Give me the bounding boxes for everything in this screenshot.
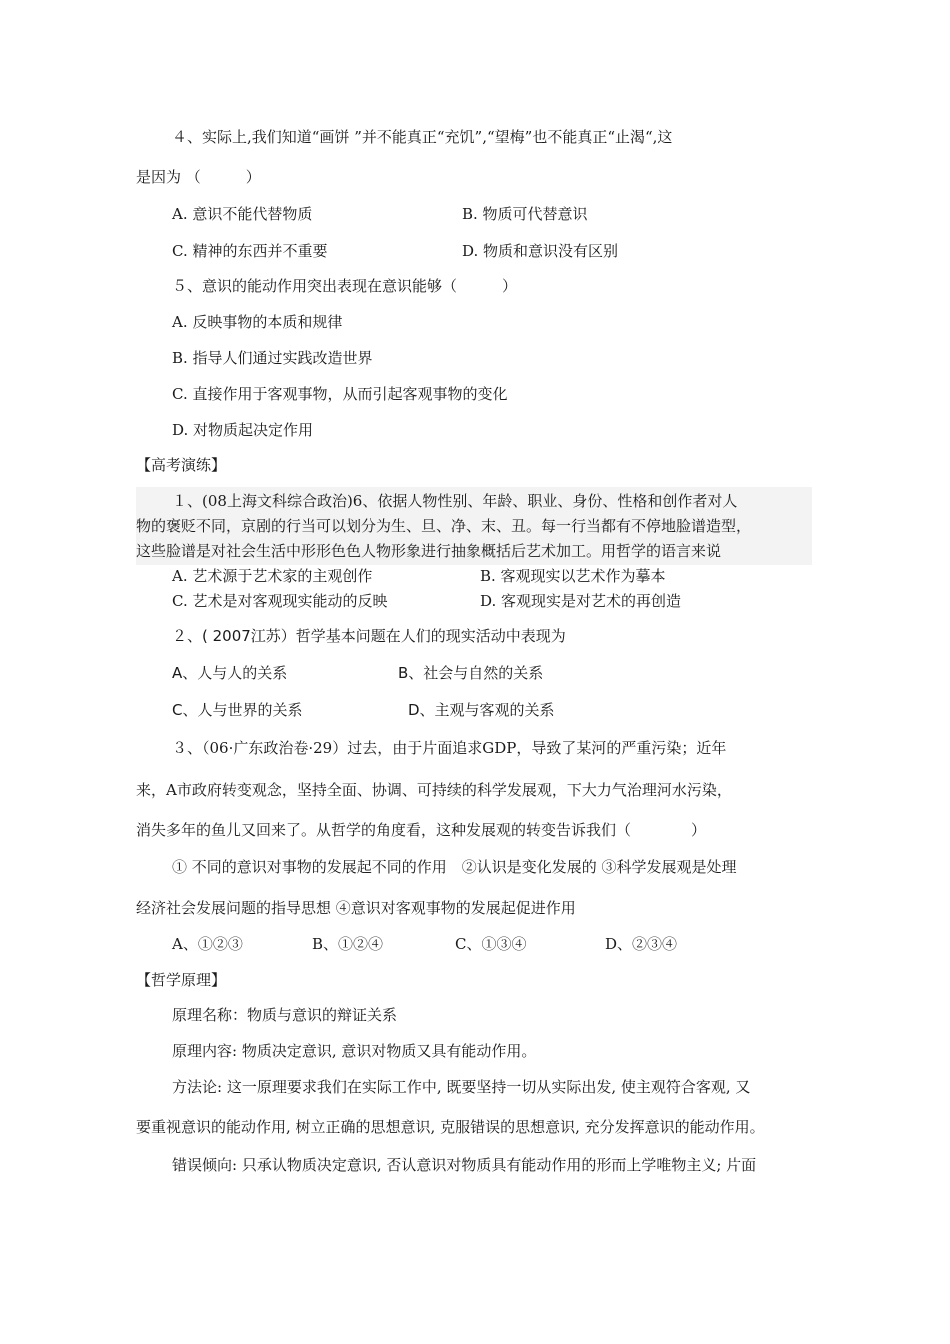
q4-option-d: D. 物质和意识没有区别 xyxy=(462,242,619,260)
q5-option-c: C. 直接作用于客观事物，从而引起客观事物的变化 xyxy=(172,385,508,403)
q4-stem-line2: 是因为 （ ） xyxy=(136,168,261,186)
e1-option-d: D. 客观现实是对艺术的再创造 xyxy=(480,592,682,610)
e1-stem-line1: １、(08上海文科综合政治)6、依据人物性别、年龄、职业、身份、性格和创作者对人 xyxy=(172,492,738,510)
e2-option-d: D、主观与客观的关系 xyxy=(408,701,555,719)
exam-practice-heading: 【高考演练】 xyxy=(136,456,227,474)
e3-stem-line1: ３、（06·广东政治卷·29）过去，由于片面追求GDP，导致了某河的严重污染；近年 xyxy=(172,739,727,757)
q4-option-b: B. 物质可代替意识 xyxy=(462,205,588,223)
e3-items-line1: ① 不同的意识对事物的发展起不同的作用 ②认识是变化发展的 ③科学发展观是处理 xyxy=(172,858,737,876)
e3-option-a: A、①②③ xyxy=(172,935,243,953)
philosophy-principle-heading: 【哲学原理】 xyxy=(136,971,227,989)
principle-error-line1: 错误倾向: 只承认物质决定意识, 否认意识对物质具有能动作用的形而上学唯物主义; 片面 xyxy=(172,1156,757,1174)
q5-option-a: A. 反映事物的本质和规律 xyxy=(172,313,343,331)
e2-option-b: B、社会与自然的关系 xyxy=(398,664,544,682)
q4-option-c: C. 精神的东西并不重要 xyxy=(172,242,328,260)
q4-option-a: A. 意识不能代替物质 xyxy=(172,205,313,223)
principle-method-line2: 要重视意识的能动作用, 树立正确的思想意识, 克服错误的思想意识, 充分发挥意识的能动作用。 xyxy=(136,1118,765,1136)
e3-option-c: C、①③④ xyxy=(455,935,527,953)
e3-items-line2: 经济社会发展问题的指导思想 ④意识对客观事物的发展起促进作用 xyxy=(136,899,576,917)
e1-option-b: B. 客观现实以艺术作为摹本 xyxy=(480,567,666,585)
q5-option-d: D. 对物质起决定作用 xyxy=(172,421,314,439)
q4-stem-line1: ４、实际上,我们知道“画饼 ”并不能真正“充饥”,“望梅”也不能真正“止渴“,这 xyxy=(172,128,673,146)
e3-stem-line3: 消失多年的鱼儿又回来了。从哲学的角度看，这种发展观的转变告诉我们（ ） xyxy=(136,821,707,839)
e2-option-c: C、人与世界的关系 xyxy=(172,701,303,719)
e2-stem: ２、( 2007江苏）哲学基本问题在人们的现实活动中表现为 xyxy=(172,627,566,645)
principle-content: 原理内容: 物质决定意识, 意识对物质又具有能动作用。 xyxy=(172,1042,537,1060)
principle-method-line1: 方法论: 这一原理要求我们在实际工作中, 既要坚持一切从实际出发, 使主观符合客观, 又 xyxy=(172,1078,751,1096)
principle-name: 原理名称：物质与意识的辩证关系 xyxy=(172,1006,398,1024)
e1-option-a: A. 艺术源于艺术家的主观创作 xyxy=(172,567,373,585)
e2-option-a: A、人与人的关系 xyxy=(172,664,288,682)
q5-option-b: B. 指导人们通过实践改造世界 xyxy=(172,349,373,367)
e3-option-d: D、②③④ xyxy=(605,935,678,953)
e3-option-b: B、①②④ xyxy=(312,935,384,953)
e1-stem-line2: 物的褒贬不同，京剧的行当可以划分为生、旦、净、末、丑。每一行当都有不停地脸谱造型， xyxy=(136,517,752,535)
e3-stem-line2: 来，A市政府转变观念，坚持全面、协调、可持续的科学发展观，下大力气治理河水污染， xyxy=(136,781,732,799)
e1-stem-line3: 这些脸谱是对社会生活中形形色色人物形象进行抽象概括后艺术加工。用哲学的语言来说 xyxy=(136,542,722,560)
e1-option-c: C. 艺术是对客观现实能动的反映 xyxy=(172,592,388,610)
q5-stem: ５、意识的能动作用突出表现在意识能够（ ） xyxy=(172,277,518,295)
